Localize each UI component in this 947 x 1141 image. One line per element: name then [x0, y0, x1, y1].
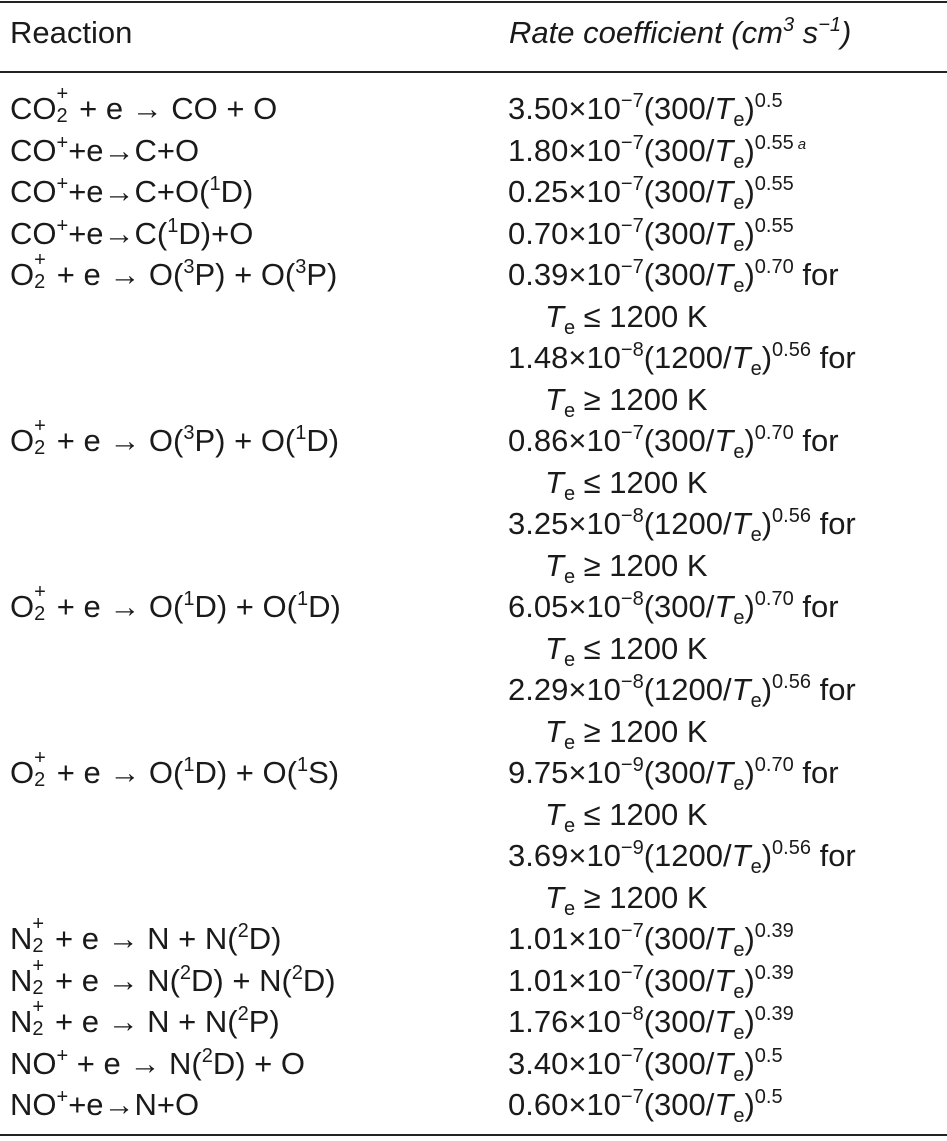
rate-close: )	[744, 589, 755, 624]
temp-symbol: T	[731, 340, 751, 375]
temp-symbol: T	[545, 298, 564, 334]
rate-power: 0.56	[772, 671, 811, 693]
condition-text: ≥ 1200 K	[575, 381, 708, 417]
condition-text: ≥ 1200 K	[575, 879, 708, 915]
rate-exponent: −8	[620, 1003, 644, 1025]
rate-for: for	[793, 423, 839, 458]
reaction-text: O	[10, 423, 35, 458]
reaction-sup: 2	[179, 961, 192, 984]
sub-sup-stack: + 2	[56, 83, 69, 127]
rate-mantissa: 1.01×10	[508, 921, 621, 956]
reaction-text: D) + O(	[194, 755, 297, 790]
header-reaction: Reaction	[10, 15, 133, 50]
table-row	[0, 171, 947, 213]
rate-close: )	[744, 423, 755, 458]
reaction-sup: 1	[167, 214, 179, 237]
reaction-text: D)+O	[178, 215, 254, 251]
reaction-sup: 2	[291, 961, 303, 984]
table-bottom-rule	[0, 1134, 947, 1136]
temp-sub: e	[563, 316, 576, 339]
temp-sub: e	[563, 897, 576, 920]
rate-cell	[499, 1043, 947, 1085]
rate-power: 0.56	[772, 837, 811, 859]
header-rule	[0, 71, 947, 73]
reaction-cell	[0, 130, 499, 172]
reaction-sup: 3	[183, 256, 195, 278]
table-body	[0, 83, 947, 1127]
rate-power: 0.55	[754, 173, 794, 195]
rate-exponent: −7	[620, 920, 644, 942]
temp-symbol: T	[714, 91, 734, 126]
rate-factor: (300/	[643, 1004, 715, 1039]
temp-symbol: T	[714, 1004, 734, 1039]
rate-line	[499, 337, 947, 379]
reaction-cell	[0, 1043, 499, 1085]
rate-for: for	[810, 672, 856, 707]
temp-sub: e	[733, 1063, 745, 1086]
temp-sub: e	[563, 648, 576, 671]
rate-close: )	[744, 174, 755, 209]
reaction-text: + e → CO + O	[70, 91, 278, 126]
reaction-cell	[0, 415, 499, 462]
reaction-text: + e → N + N(	[46, 921, 238, 956]
rate-cell	[499, 1001, 947, 1043]
temp-symbol: T	[714, 962, 734, 998]
table-row	[0, 213, 947, 255]
header-rate-text: Rate coefficient (cm	[509, 15, 783, 50]
temp-symbol: T	[714, 423, 734, 458]
rate-close: )	[744, 962, 755, 998]
temp-sub: e	[733, 607, 745, 629]
condition-text: ≤ 1200 K	[575, 464, 708, 500]
reaction-cell	[0, 996, 499, 1043]
reaction-sup: 2	[201, 1044, 213, 1067]
rate-mantissa: 2.29×10	[508, 672, 621, 707]
rate-factor: (300/	[643, 1087, 715, 1122]
rate-line	[499, 918, 947, 960]
header-rate-coefficient	[509, 13, 851, 53]
reaction-text: +e→C+O	[68, 132, 200, 168]
sub-sup-stack: + 2	[32, 996, 45, 1040]
temp-symbol: T	[714, 755, 734, 790]
rate-mantissa: 9.75×10	[508, 755, 621, 790]
reaction-sup: 3	[183, 422, 195, 444]
temp-sub: e	[733, 150, 745, 173]
rate-exponent: −9	[620, 837, 644, 859]
rate-factor: (300/	[643, 589, 715, 624]
temp-symbol: T	[545, 630, 564, 666]
rate-exponent: −8	[620, 505, 644, 527]
reaction-sup: 3	[295, 256, 307, 278]
rate-exponent: −7	[620, 1044, 644, 1067]
rate-factor: (300/	[643, 1045, 715, 1081]
reaction-text: + e → O(	[48, 423, 184, 458]
rate-mantissa: 3.25×10	[508, 506, 621, 541]
reaction-text: +e→C(	[68, 215, 168, 251]
temp-symbol: T	[714, 589, 734, 624]
rate-line	[499, 752, 947, 794]
table-row	[0, 1043, 947, 1085]
temp-symbol: T	[545, 879, 564, 915]
temp-sub: e	[733, 109, 745, 131]
reaction-text: O	[10, 589, 35, 624]
temp-symbol: T	[545, 381, 564, 417]
rate-exponent: −7	[620, 173, 644, 195]
reaction-text: CO	[10, 91, 57, 126]
reaction-text: CO	[10, 132, 57, 168]
rate-mantissa: 0.86×10	[508, 423, 621, 458]
rate-line	[499, 1001, 947, 1043]
rate-exponent: −8	[620, 671, 644, 693]
rate-mantissa: 0.25×10	[508, 174, 621, 209]
temp-sub: e	[563, 731, 576, 754]
rate-cell	[499, 254, 947, 420]
rate-mantissa: 3.40×10	[508, 1045, 621, 1081]
temp-sub: e	[733, 1105, 745, 1127]
rate-line	[499, 586, 947, 628]
rate-factor: (300/	[643, 91, 715, 126]
reaction-sup: 1	[295, 422, 307, 444]
rate-cell	[499, 586, 947, 752]
table-row	[0, 954, 947, 1003]
reaction-cell	[0, 1084, 499, 1126]
rate-power: 0.55 a	[754, 131, 807, 154]
rate-condition-line	[499, 711, 947, 753]
reaction-sup: +	[56, 131, 69, 154]
rate-factor: (300/	[643, 174, 715, 209]
temp-sub: e	[750, 524, 762, 546]
header-rate-sup: −1	[818, 14, 841, 36]
rate-factor: (300/	[643, 257, 715, 292]
rate-power: 0.39	[754, 1003, 794, 1025]
temp-symbol: T	[731, 672, 751, 707]
reaction-text: +e→N+O	[68, 1087, 200, 1122]
rate-close: )	[744, 1087, 755, 1122]
temp-sub: e	[750, 690, 762, 712]
temp-sub: e	[750, 358, 762, 380]
rate-cell	[499, 213, 947, 255]
temp-symbol: T	[714, 215, 734, 251]
condition-text: ≤ 1200 K	[575, 796, 708, 832]
rate-line	[499, 213, 947, 255]
reaction-sup: 1	[183, 588, 195, 610]
rate-close: )	[744, 215, 755, 251]
reaction-text: S)	[308, 755, 340, 790]
reaction-sup: 1	[296, 588, 309, 610]
rate-factor: (300/	[643, 755, 715, 790]
rate-line	[499, 1084, 947, 1126]
temp-symbol: T	[714, 1087, 734, 1122]
rate-power: 0.70	[754, 256, 794, 278]
rate-factor: (300/	[643, 962, 715, 998]
reaction-text: + e → O(	[48, 257, 184, 292]
rate-mantissa: 3.50×10	[508, 91, 621, 126]
rate-exponent: −7	[620, 422, 644, 444]
rate-condition-line	[499, 877, 947, 919]
reaction-text: +e→C+O(	[68, 174, 210, 209]
rate-condition-line	[499, 462, 947, 504]
rate-cell	[499, 88, 947, 130]
table-row	[0, 83, 947, 131]
rate-power: 0.70	[754, 588, 794, 610]
table-row	[0, 581, 947, 754]
temp-symbol: T	[714, 174, 734, 209]
table-row	[0, 913, 947, 961]
reaction-text: NO	[10, 1087, 57, 1122]
temp-symbol: T	[714, 132, 734, 168]
rate-for: for	[810, 838, 856, 873]
rate-factor: (300/	[643, 921, 715, 956]
rate-for: for	[793, 589, 839, 624]
rate-condition-line	[499, 545, 947, 587]
rate-line	[499, 171, 947, 213]
rate-power: 0.70	[754, 754, 794, 776]
rate-factor: (1200/	[643, 672, 732, 707]
rate-line	[499, 960, 947, 1002]
rate-exponent: −7	[620, 961, 644, 984]
reaction-cell	[0, 83, 499, 130]
rate-cell	[499, 960, 947, 1002]
reaction-sup: 1	[296, 754, 309, 776]
temp-symbol: T	[714, 921, 734, 956]
rate-close: )	[744, 91, 755, 126]
reaction-text: D) + N(	[191, 962, 292, 998]
rate-line	[499, 88, 947, 130]
rate-exponent: −8	[620, 339, 644, 361]
rate-mantissa: 1.48×10	[508, 340, 621, 375]
temp-symbol: T	[731, 838, 751, 873]
rate-close: )	[761, 340, 773, 375]
rate-line	[499, 420, 947, 462]
reaction-text: CO	[10, 215, 57, 251]
rate-mantissa: 1.01×10	[508, 962, 621, 998]
rate-factor: (300/	[643, 423, 715, 458]
rate-close: )	[744, 257, 755, 292]
sub-sup-stack: + 2	[34, 747, 46, 791]
rate-line	[499, 130, 947, 172]
rate-line	[499, 669, 947, 711]
rate-close: )	[744, 132, 755, 168]
reaction-text: + e → N + N(	[46, 1004, 238, 1039]
reaction-text: D) + O(	[194, 589, 297, 624]
rate-close: )	[761, 506, 773, 541]
rate-for: for	[810, 340, 856, 375]
rate-mantissa: 6.05×10	[508, 589, 621, 624]
table-row	[0, 130, 947, 172]
rate-close: )	[744, 1004, 755, 1039]
reaction-cell	[0, 249, 499, 296]
rate-close: )	[744, 1045, 755, 1081]
sub-sup-stack: + 2	[34, 249, 46, 293]
rate-mantissa: 0.60×10	[508, 1087, 621, 1122]
rate-for: for	[793, 257, 839, 292]
reaction-text: D)	[248, 921, 282, 956]
rate-close: )	[744, 755, 755, 790]
temp-symbol: T	[731, 506, 751, 541]
table-top-rule	[0, 1, 947, 3]
rate-cell	[499, 918, 947, 960]
reaction-text: + e → N(	[68, 1045, 202, 1081]
rate-line	[499, 254, 947, 296]
rate-mantissa: 1.80×10	[508, 132, 621, 168]
temp-symbol: T	[545, 713, 564, 749]
reaction-text: + e → O(	[48, 589, 184, 624]
rate-line	[499, 503, 947, 545]
temp-symbol: T	[545, 464, 564, 500]
rate-exponent: −8	[620, 588, 644, 610]
rate-power: 0.56	[772, 339, 811, 361]
temp-sub: e	[733, 233, 745, 256]
rate-power: 0.55	[754, 214, 794, 237]
reaction-text: O	[10, 755, 35, 790]
temp-sub: e	[563, 814, 576, 837]
rate-cell	[499, 130, 947, 172]
reaction-cell	[0, 581, 499, 628]
temp-sub: e	[563, 565, 576, 588]
rate-factor: (1200/	[643, 340, 732, 375]
rate-line	[499, 1043, 947, 1085]
reaction-text: P)	[248, 1004, 280, 1039]
sub-sup-stack: + 2	[32, 954, 45, 999]
temp-symbol: T	[714, 1045, 734, 1081]
rate-cell	[499, 420, 947, 586]
reaction-sup: 2	[237, 920, 249, 942]
reaction-text: O	[10, 257, 35, 292]
rate-close: )	[744, 921, 755, 956]
reaction-sup: +	[56, 1044, 69, 1067]
rate-exponent: −7	[620, 256, 644, 278]
condition-text: ≥ 1200 K	[575, 547, 708, 583]
condition-text: ≤ 1200 K	[575, 298, 708, 334]
reaction-text: P) + O(	[194, 423, 296, 458]
temp-sub: e	[733, 275, 745, 297]
rate-power: 0.39	[754, 961, 794, 984]
rate-power: 0.56	[772, 505, 811, 527]
rate-exponent: −7	[620, 131, 644, 154]
reaction-text: N	[10, 1004, 33, 1039]
reaction-text: D)	[220, 174, 254, 209]
reaction-text: CO	[10, 174, 57, 209]
rate-factor: (1200/	[643, 506, 732, 541]
reaction-text: N	[10, 962, 33, 998]
rate-power: 0.39	[754, 920, 794, 942]
table-row	[0, 996, 947, 1044]
temp-sub: e	[563, 399, 576, 422]
reaction-sup: 2	[237, 1003, 249, 1025]
rate-condition-line	[499, 794, 947, 836]
rate-factor: (300/	[643, 132, 715, 168]
rate-exponent: −7	[620, 90, 644, 112]
reaction-text: + e → O(	[48, 755, 184, 790]
temp-sub: e	[563, 482, 576, 505]
table-row	[0, 1084, 947, 1126]
reaction-cell	[0, 171, 499, 213]
condition-text: ≥ 1200 K	[575, 713, 708, 749]
rate-power: 0.5	[754, 1044, 783, 1067]
reaction-sup: +	[56, 173, 69, 195]
condition-text: ≤ 1200 K	[575, 630, 708, 666]
rate-cell	[499, 752, 947, 918]
reaction-text: P)	[306, 257, 338, 292]
reaction-sup: +	[56, 214, 69, 237]
reaction-text: + e → N(	[46, 962, 180, 998]
rate-cell	[499, 1084, 947, 1126]
rate-exponent: −7	[620, 1086, 644, 1108]
temp-sub: e	[733, 441, 745, 463]
temp-symbol: T	[545, 547, 564, 583]
rate-mantissa: 0.39×10	[508, 257, 621, 292]
rate-condition-line	[499, 379, 947, 421]
reaction-sup: 1	[183, 754, 195, 776]
rate-for: for	[810, 506, 856, 541]
reaction-text: N	[10, 921, 33, 956]
rate-mantissa: 3.69×10	[508, 838, 621, 873]
rate-line	[499, 835, 947, 877]
reaction-sup: +	[56, 1086, 69, 1108]
temp-symbol: T	[714, 257, 734, 292]
reaction-text: NO	[10, 1045, 57, 1081]
temp-sub: e	[733, 980, 745, 1003]
rate-exponent: −9	[620, 754, 644, 776]
temp-sub: e	[733, 192, 745, 214]
rate-power: 0.5	[754, 1086, 783, 1108]
rate-condition-line	[499, 628, 947, 670]
reaction-text: D)	[306, 423, 340, 458]
rate-factor: (1200/	[643, 838, 732, 873]
table-row	[0, 249, 947, 422]
rate-power: 0.5	[754, 90, 783, 112]
rate-factor: (300/	[643, 215, 715, 251]
reaction-cell	[0, 213, 499, 255]
reaction-cell	[0, 954, 499, 1002]
rate-mantissa: 0.70×10	[508, 215, 621, 251]
footnote-mark: a	[797, 135, 807, 153]
temp-sub: e	[750, 856, 762, 878]
header-rate-end: )	[841, 15, 852, 50]
table-row	[0, 747, 947, 920]
temp-symbol: T	[545, 796, 564, 832]
table-row	[0, 415, 947, 588]
sub-sup-stack: + 2	[34, 581, 46, 625]
reaction-sup: 1	[209, 173, 221, 195]
sub-sup-stack: + 2	[32, 913, 45, 957]
sub-sup-stack: + 2	[34, 415, 46, 459]
reaction-text: D) + O	[212, 1045, 305, 1081]
temp-sub: e	[733, 939, 745, 961]
rate-close: )	[761, 672, 773, 707]
reaction-text: P) + O(	[194, 257, 296, 292]
temp-sub: e	[733, 1022, 745, 1044]
rate-cell	[499, 171, 947, 213]
reaction-text: D)	[302, 962, 336, 998]
rate-power: 0.70	[754, 422, 794, 444]
header-rate-mid: s	[794, 15, 819, 50]
rate-close: )	[761, 838, 773, 873]
temp-sub: e	[733, 773, 745, 795]
rate-for: for	[793, 755, 839, 790]
rate-exponent: −7	[620, 214, 644, 237]
rate-condition-line	[499, 296, 947, 338]
header-rate-sup: 3	[782, 14, 795, 36]
reaction-cell	[0, 913, 499, 960]
rate-mantissa: 1.76×10	[508, 1004, 621, 1039]
reaction-cell	[0, 747, 499, 794]
reaction-text: D)	[308, 589, 341, 624]
